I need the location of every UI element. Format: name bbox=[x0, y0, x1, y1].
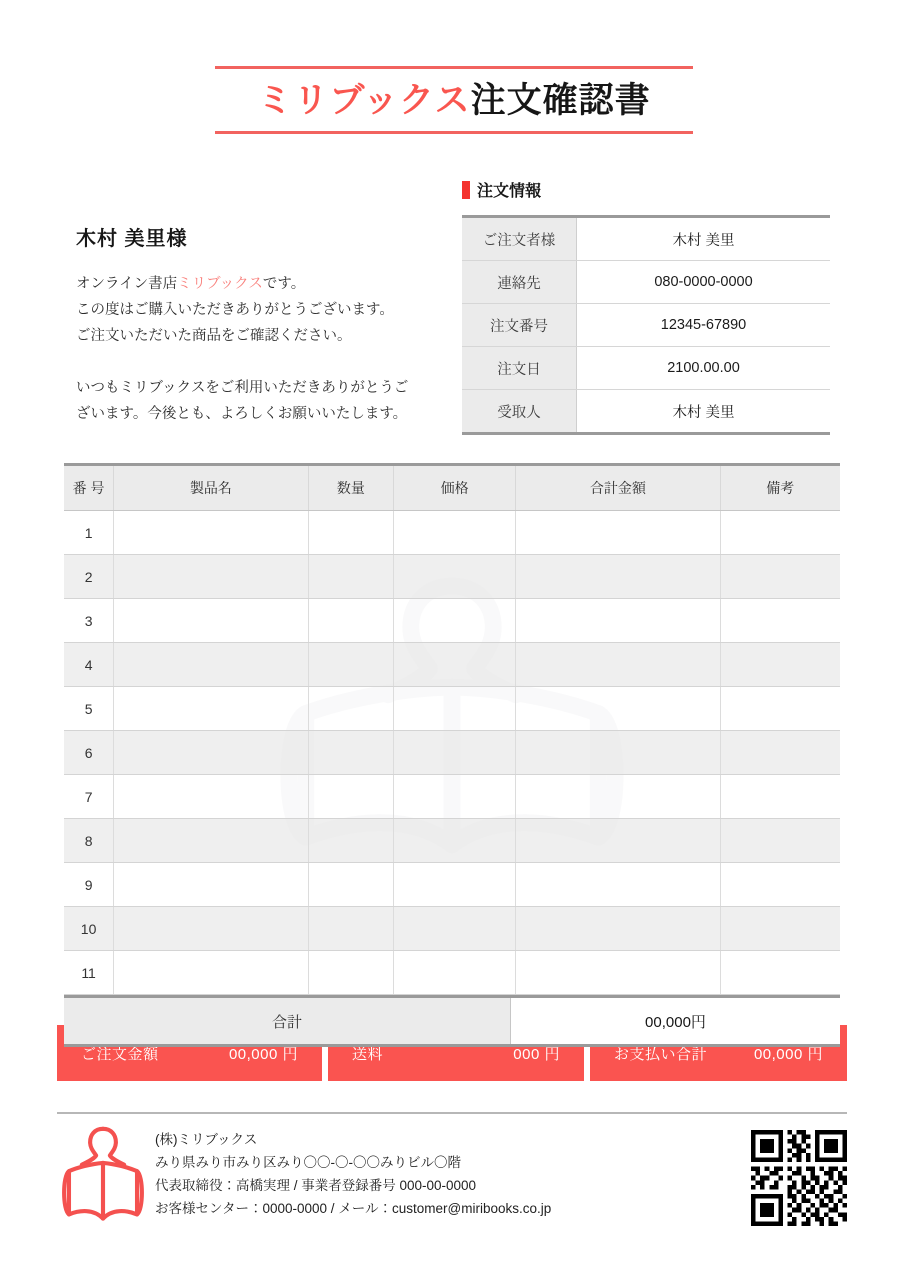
table-row[interactable] bbox=[64, 819, 840, 863]
row-number: 1 bbox=[64, 511, 114, 555]
cell-product-name[interactable] bbox=[114, 775, 309, 819]
footer-representative: 代表取締役：高橋実理 / 事業者登録番号 000-00-0000 bbox=[155, 1178, 477, 1193]
column-header-price: 価格 bbox=[393, 465, 515, 511]
cell-price[interactable] bbox=[393, 951, 515, 995]
cell-product-name[interactable] bbox=[114, 819, 309, 863]
table-row[interactable] bbox=[64, 599, 840, 643]
footer-address: みり県みり市みり区みり〇〇-〇-〇〇みりビル〇階 bbox=[155, 1155, 461, 1170]
cell-price[interactable] bbox=[393, 599, 515, 643]
cell-total[interactable] bbox=[516, 731, 720, 775]
footer-company-details bbox=[155, 1124, 551, 1220]
cell-quantity[interactable] bbox=[308, 511, 393, 555]
table-row bbox=[462, 347, 830, 390]
column-header-product-name: 製品名 bbox=[114, 465, 309, 511]
cell-remarks[interactable] bbox=[720, 643, 840, 687]
items-table-header-row bbox=[64, 465, 840, 511]
cell-price[interactable] bbox=[393, 731, 515, 775]
document-title-block bbox=[215, 66, 693, 134]
cell-total[interactable] bbox=[516, 863, 720, 907]
greeting-line-1-suffix: です。 bbox=[262, 276, 306, 292]
row-number: 4 bbox=[64, 643, 114, 687]
cell-total[interactable] bbox=[516, 643, 720, 687]
row-number: 8 bbox=[64, 819, 114, 863]
table-row[interactable] bbox=[64, 951, 840, 995]
column-header-no: 番 号 bbox=[64, 465, 114, 511]
greeting-line-5: ざいます。今後とも、よろしくお願いいたします。 bbox=[76, 406, 408, 422]
cell-quantity[interactable] bbox=[308, 643, 393, 687]
summary-label-shipping: 送料 bbox=[352, 1045, 384, 1063]
order-info-value: 080-0000-0000 bbox=[577, 261, 831, 304]
cell-price[interactable] bbox=[393, 907, 515, 951]
table-row[interactable] bbox=[64, 907, 840, 951]
cell-price[interactable] bbox=[393, 555, 515, 599]
cell-product-name[interactable] bbox=[114, 731, 309, 775]
items-table-body bbox=[64, 511, 840, 995]
cell-remarks[interactable] bbox=[720, 687, 840, 731]
column-header-quantity: 数量 bbox=[308, 465, 393, 511]
row-number: 3 bbox=[64, 599, 114, 643]
cell-remarks[interactable] bbox=[720, 775, 840, 819]
order-info-value: 2100.00.00 bbox=[577, 347, 831, 390]
cell-total[interactable] bbox=[516, 555, 720, 599]
order-info-block bbox=[462, 178, 830, 435]
summary-value-payment-total: 00,000 円 bbox=[753, 1045, 823, 1063]
order-info-table-body bbox=[462, 217, 830, 434]
greeting-line-1 bbox=[76, 271, 456, 297]
column-header-remarks: 備考 bbox=[720, 465, 840, 511]
row-number: 11 bbox=[64, 951, 114, 995]
order-info-value: 木村 美里 bbox=[577, 217, 831, 261]
order-info-label: 受取人 bbox=[462, 390, 577, 434]
greeting-line-3: ご注文いただいた商品をご確認ください。 bbox=[76, 328, 352, 344]
cell-product-name[interactable] bbox=[114, 687, 309, 731]
page-title bbox=[215, 69, 693, 131]
cell-remarks[interactable] bbox=[720, 555, 840, 599]
reading-person-logo-icon bbox=[57, 1124, 149, 1228]
table-row bbox=[462, 217, 830, 261]
cell-product-name[interactable] bbox=[114, 643, 309, 687]
cell-product-name[interactable] bbox=[114, 907, 309, 951]
order-info-value: 12345-67890 bbox=[577, 304, 831, 347]
order-info-label: 注文日 bbox=[462, 347, 577, 390]
table-row[interactable] bbox=[64, 643, 840, 687]
footer-block bbox=[57, 1124, 847, 1228]
items-table-block bbox=[64, 463, 840, 1047]
title-rule-bottom bbox=[215, 131, 693, 134]
cell-remarks[interactable] bbox=[720, 907, 840, 951]
cell-price[interactable] bbox=[393, 511, 515, 555]
cell-remarks[interactable] bbox=[720, 731, 840, 775]
cell-total[interactable] bbox=[516, 819, 720, 863]
red-square-marker-icon bbox=[462, 181, 470, 199]
cell-quantity[interactable] bbox=[308, 599, 393, 643]
order-info-label: 注文番号 bbox=[462, 304, 577, 347]
greeting-block bbox=[76, 222, 456, 427]
cell-quantity[interactable] bbox=[308, 555, 393, 599]
page-title-brand: ミリブックス bbox=[257, 81, 471, 120]
cell-total[interactable] bbox=[516, 907, 720, 951]
table-row bbox=[462, 304, 830, 347]
greeting-line-2: この度はご購入いただきありがとうございます。 bbox=[76, 302, 394, 318]
grand-total-table bbox=[64, 995, 840, 1047]
cell-quantity[interactable] bbox=[308, 687, 393, 731]
cell-total[interactable] bbox=[516, 599, 720, 643]
cell-price[interactable] bbox=[393, 863, 515, 907]
table-row[interactable] bbox=[64, 863, 840, 907]
row-number: 6 bbox=[64, 731, 114, 775]
cell-quantity[interactable] bbox=[308, 819, 393, 863]
column-header-total-amount: 合計金額 bbox=[516, 465, 720, 511]
greeting-spacer bbox=[76, 349, 456, 375]
table-row[interactable] bbox=[64, 555, 840, 599]
summary-value-order-amount: 00,000 円 bbox=[228, 1045, 298, 1063]
cell-remarks[interactable] bbox=[720, 511, 840, 555]
greeting-line-4: いつもミリブックスをご利用いただきありがとうご bbox=[76, 380, 409, 396]
row-number: 7 bbox=[64, 775, 114, 819]
cell-product-name[interactable] bbox=[114, 863, 309, 907]
table-row bbox=[64, 997, 840, 1046]
cell-price[interactable] bbox=[393, 687, 515, 731]
cell-price[interactable] bbox=[393, 775, 515, 819]
cell-remarks[interactable] bbox=[720, 951, 840, 995]
cell-product-name[interactable] bbox=[114, 599, 309, 643]
row-number: 10 bbox=[64, 907, 114, 951]
items-table bbox=[64, 463, 840, 995]
cell-total[interactable] bbox=[516, 951, 720, 995]
cell-total[interactable] bbox=[516, 775, 720, 819]
cell-quantity[interactable] bbox=[308, 907, 393, 951]
cell-total[interactable] bbox=[516, 511, 720, 555]
table-row[interactable] bbox=[64, 775, 840, 819]
cell-price[interactable] bbox=[393, 819, 515, 863]
footer-contact: お客様センター：0000-0000 / メール：customer@miribooks.co.jp bbox=[155, 1201, 552, 1216]
greeting-line-1-prefix: オンライン書店 bbox=[76, 276, 178, 292]
footer-company-name: (株)ミリブックス bbox=[155, 1132, 258, 1147]
order-info-heading bbox=[462, 178, 830, 201]
cell-product-name[interactable] bbox=[114, 951, 309, 995]
page-title-suffix: 注文確認書 bbox=[470, 81, 651, 120]
order-info-table bbox=[462, 215, 830, 435]
summary-value-shipping: 000 円 bbox=[513, 1045, 560, 1063]
order-info-label: ご注文者様 bbox=[462, 217, 577, 261]
row-number: 5 bbox=[64, 687, 114, 731]
cell-quantity[interactable] bbox=[308, 863, 393, 907]
footer-divider bbox=[57, 1112, 847, 1114]
order-info-value: 木村 美里 bbox=[577, 390, 831, 434]
qr-code-icon[interactable] bbox=[751, 1130, 847, 1226]
grand-total-body bbox=[64, 997, 840, 1046]
cell-remarks[interactable] bbox=[720, 863, 840, 907]
summary-label-payment-total: お支払い合計 bbox=[614, 1045, 708, 1063]
grand-total-label: 合計 bbox=[64, 997, 511, 1046]
table-row[interactable] bbox=[64, 687, 840, 731]
order-info-heading-label: 注文情報 bbox=[477, 183, 542, 200]
cell-total[interactable] bbox=[516, 687, 720, 731]
cell-product-name[interactable] bbox=[114, 555, 309, 599]
cell-quantity[interactable] bbox=[308, 951, 393, 995]
customer-name: 木村 美里様 bbox=[76, 228, 188, 250]
cell-remarks[interactable] bbox=[720, 599, 840, 643]
cell-quantity[interactable] bbox=[308, 775, 393, 819]
cell-product-name[interactable] bbox=[114, 511, 309, 555]
cell-price[interactable] bbox=[393, 643, 515, 687]
cell-quantity[interactable] bbox=[308, 731, 393, 775]
row-number: 2 bbox=[64, 555, 114, 599]
row-number: 9 bbox=[64, 863, 114, 907]
cell-remarks[interactable] bbox=[720, 819, 840, 863]
table-row[interactable] bbox=[64, 731, 840, 775]
greeting-brand-name: ミリブックス bbox=[177, 276, 263, 292]
table-row bbox=[462, 261, 830, 304]
items-table-head bbox=[64, 465, 840, 511]
summary-label-order-amount: ご注文金額 bbox=[81, 1045, 159, 1063]
order-info-label: 連絡先 bbox=[462, 261, 577, 304]
grand-total-value: 00,000円 bbox=[511, 997, 841, 1046]
table-row bbox=[462, 390, 830, 434]
table-row[interactable] bbox=[64, 511, 840, 555]
